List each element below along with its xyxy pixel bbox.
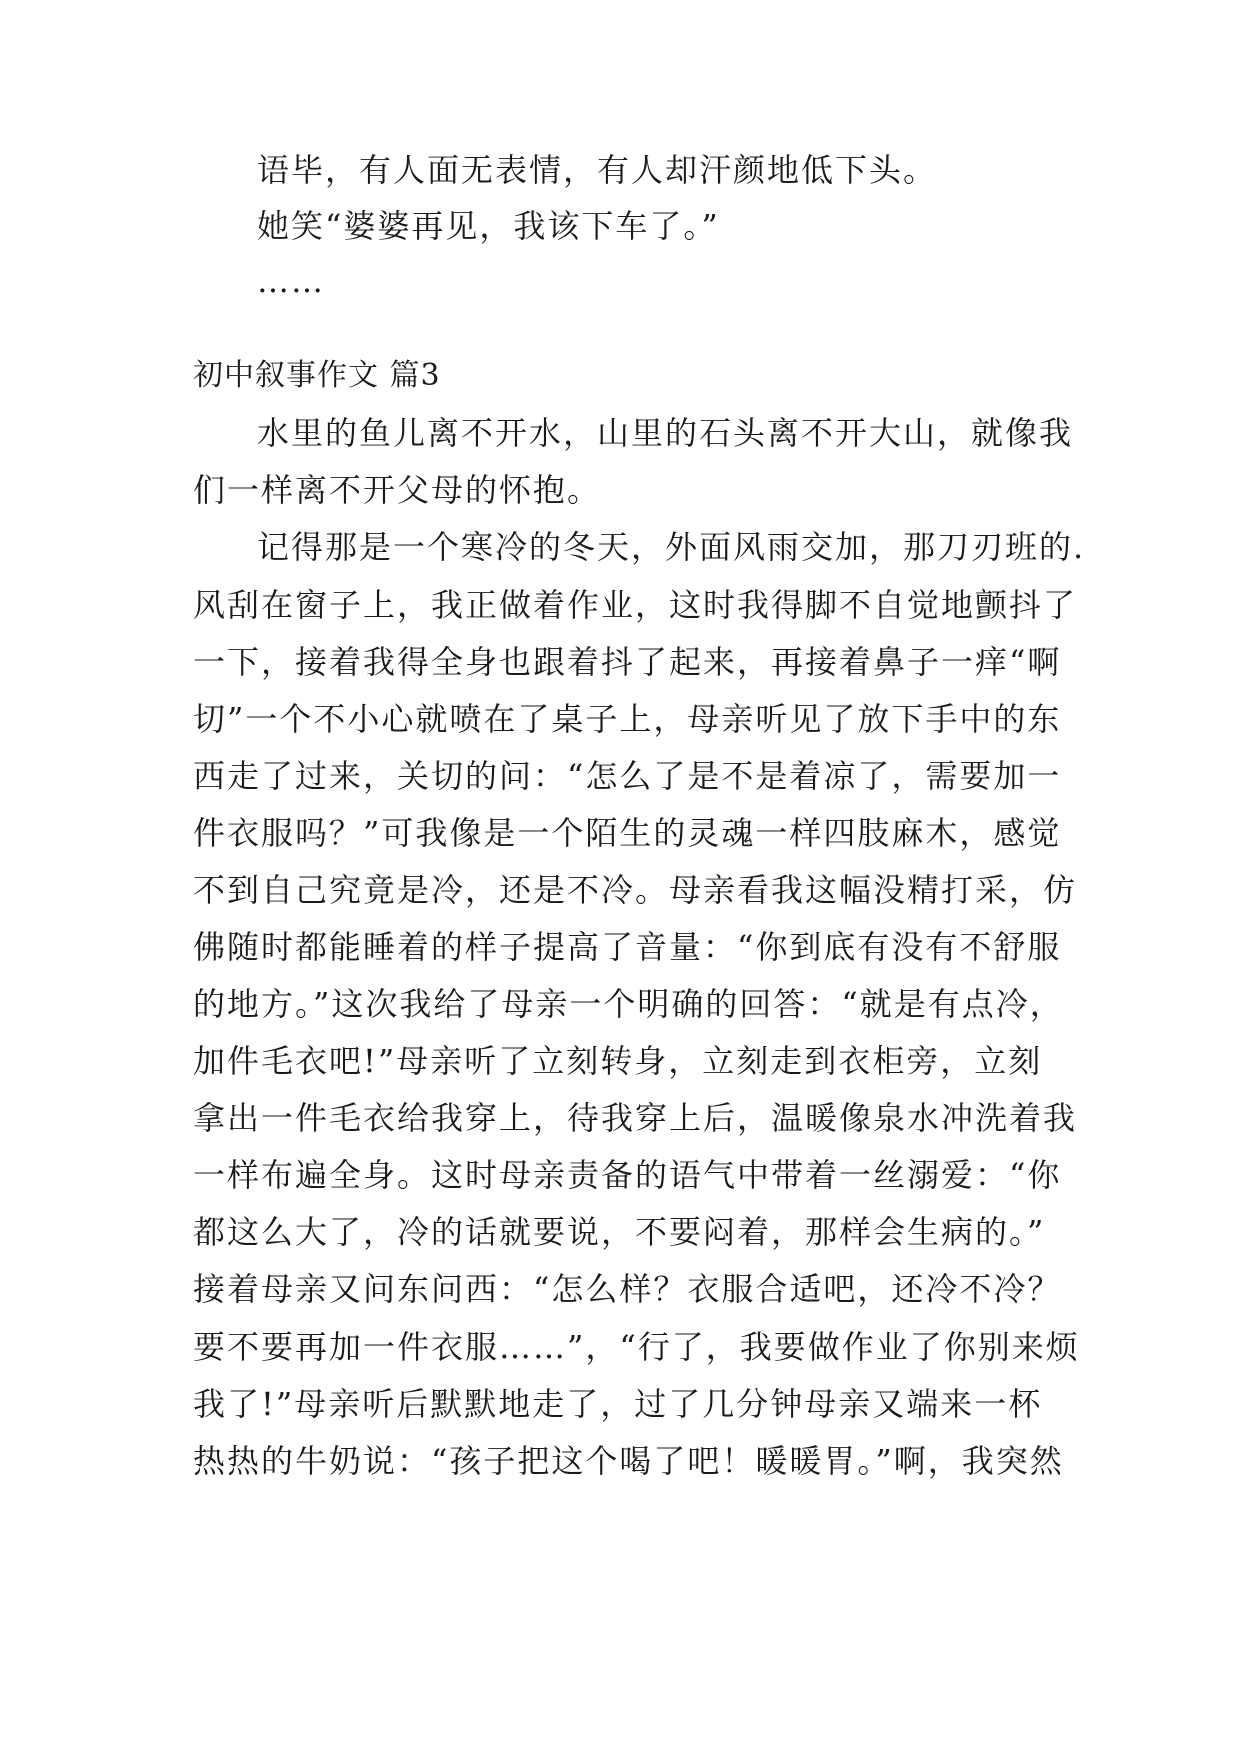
text-line: 她笑“婆婆再见，我该下车了。” <box>257 207 720 245</box>
text-line: 西走了过来，关切的问：“怎么了是不是着凉了，需要加一 <box>193 757 1062 795</box>
text-line: 一样布遍全身。这时母亲责备的语气中带着一丝溺爱：“你 <box>193 1156 1062 1194</box>
text-line: 们一样离不开父母的怀抱。 <box>193 471 602 509</box>
text-line: 件衣服吗？”可我像是一个陌生的灵魂一样四肢麻木，感觉 <box>193 814 1062 852</box>
text-line: 都这么大了，冷的话就要说，不要闷着，那样会生病的。” <box>193 1213 1046 1251</box>
text-line: 佛随时都能睡着的样子提高了音量：“你到底有没有不舒服 <box>193 928 1062 966</box>
text-line: 一下，接着我得全身也跟着抖了起来，再接着鼻子一痒“啊 <box>193 643 1062 681</box>
text-line: 记得那是一个寒冷的冬天，外面风雨交加，那刀刃班的. <box>257 528 1086 566</box>
text-line: 我了!”母亲听后默默地走了，过了几分钟母亲又端来一杯 <box>193 1385 1043 1423</box>
text-line: 切”一个不小心就喷在了桌子上，母亲听见了放下手中的东 <box>193 700 1062 738</box>
text-line: 不到自己究竟是冷，还是不冷。母亲看我这幅没精打采，仿 <box>193 871 1078 909</box>
text-line: 语毕，有人面无表情，有人却汗颜地低下头。 <box>257 151 938 189</box>
text-line: 要不要再加一件衣服……”，“行了，我要做作业了你别来烦 <box>193 1328 1080 1366</box>
text-line: …… <box>257 262 325 300</box>
text-line: 接着母亲又问东问西：“怎么样？衣服合适吧，还冷不冷？ <box>193 1270 1062 1308</box>
text-line: 风刮在窗子上，我正做着作业，这时我得脚不自觉地颤抖了 <box>193 586 1078 624</box>
section-heading: 初中叙事作文 篇3 <box>193 358 441 393</box>
text-line: 加件毛衣吧!”母亲听了立刻转身，立刻走到衣柜旁，立刻 <box>193 1042 1043 1080</box>
text-line: 热热的牛奶说：“孩子把这个喝了吧！暖暖胃。”啊，我突然 <box>193 1442 1064 1480</box>
text-line: 水里的鱼儿离不开水，山里的石头离不开大山，就像我 <box>257 414 1074 452</box>
text-line: 的地方。”这次我给了母亲一个明确的回答：“就是有点冷， <box>193 985 1064 1023</box>
text-line: 拿出一件毛衣给我穿上，待我穿上后，温暖像泉水冲洗着我 <box>193 1099 1078 1137</box>
